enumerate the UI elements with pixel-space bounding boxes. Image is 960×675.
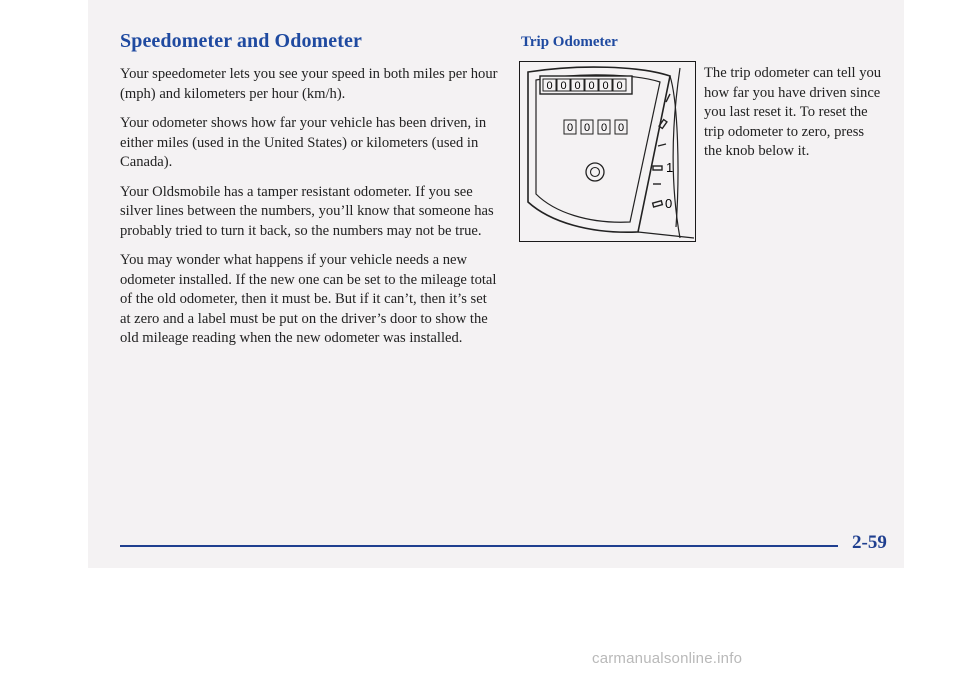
paragraph-speedometer: Your speedometer lets you see your speed in both miles per hour (mph) and kilometers per hour (km/h). <box>120 66 498 102</box>
trip-digit: 0 <box>583 122 591 134</box>
trip-odometer-text: The trip odometer can tell you how far you have driven since you last reset it. To reset the trip odometer to zero, press the knob below it. <box>704 65 882 159</box>
trip-digit: 0 <box>617 122 625 134</box>
odometer-digit: 0 <box>616 80 623 92</box>
trip-odometer-title: Trip Odometer <box>521 34 618 50</box>
odometer-digit: 0 <box>602 80 609 92</box>
odometer-digit: 0 <box>560 80 567 92</box>
trip-odometer-figure <box>519 61 696 242</box>
reset-knob-icon <box>586 163 604 181</box>
trip-digit: 0 <box>566 122 574 134</box>
left-column <box>120 30 500 359</box>
paragraph-replacement: You may wonder what happens if your vehicle needs a new odometer installed. If the new one can be set to the mileage total of the old odometer, then it must be. But if it can’t, then it’s set at zero and a label must be put on the driver’s door to show the old mileage reading when the new odometer was installed. <box>120 252 497 346</box>
gauge-number: 1 <box>666 160 674 175</box>
page-number: 2-59 <box>852 532 887 553</box>
odometer-digit: 0 <box>574 80 581 92</box>
odometer-digit: 0 <box>546 80 553 92</box>
paragraph-tamper: Your Oldsmobile has a tamper resistant odometer. If you see silver lines between the numbers, you’ll know that someone has probably tried to turn it back, so the numbers may not be true. <box>120 183 494 239</box>
trip-digit: 0 <box>600 122 608 134</box>
footer-rule <box>120 545 838 547</box>
watermark: carmanualsonline.info <box>592 650 743 667</box>
gauge-number: 0 <box>665 196 673 211</box>
section-title: Speedometer and Odometer <box>120 30 362 52</box>
paragraph-odometer: Your odometer shows how far your vehicle has been driven, in either miles (used in the United States) or kilometers (used in Canada). <box>120 115 487 170</box>
odometer-digit: 0 <box>588 80 595 92</box>
odometer-illustration <box>520 62 694 240</box>
trip-digit-window <box>564 120 627 134</box>
